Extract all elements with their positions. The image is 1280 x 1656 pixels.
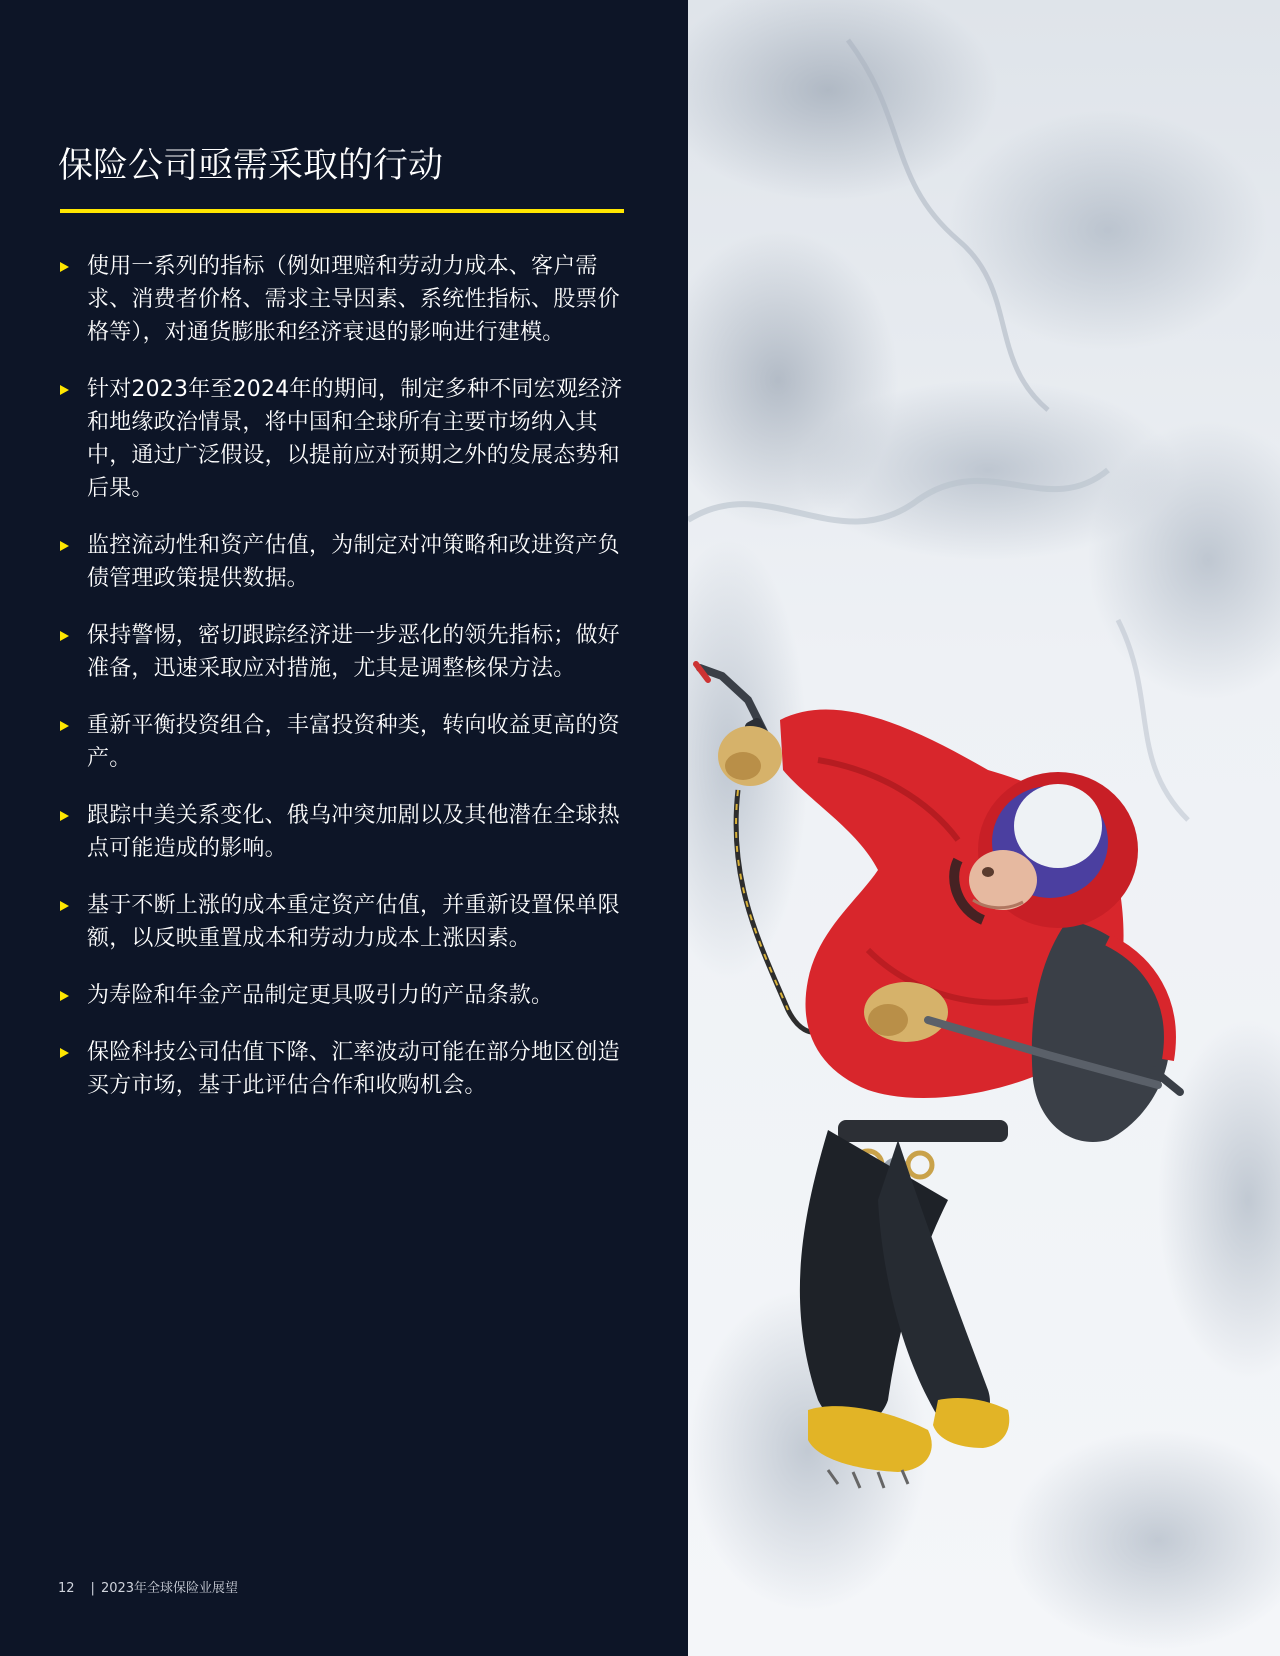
triangle-bullet-icon [60, 262, 69, 272]
page-title: 保险公司亟需采取的行动 [58, 146, 444, 186]
climber-photo [688, 0, 1280, 1656]
list-item-text: 监控流动性和资产估值，为制定对冲策略和改进资产负债管理政策提供数据。 [87, 533, 620, 591]
list-item-text: 基于不断上涨的成本重定资产估值，并重新设置保单限额，以反映重置成本和劳动力成本上涨因素。 [87, 893, 620, 951]
ice-climber-illustration [688, 0, 1280, 1656]
triangle-bullet-icon [60, 901, 69, 911]
list-item [58, 1036, 630, 1102]
list-item-text: 保险科技公司估值下降、汇率波动可能在部分地区创造买方市场，基于此评估合作和收购机会。 [87, 1040, 620, 1098]
list-item-text: 使用一系列的指标（例如理赔和劳动力成本、客户需求、消费者价格、需求主导因素、系统性指标、股票价格等），对通货膨胀和经济衰退的影响进行建模。 [87, 254, 620, 345]
list-item [58, 373, 630, 505]
list-item [58, 619, 630, 685]
list-item [58, 250, 630, 349]
list-item [58, 799, 630, 865]
list-item-text: 重新平衡投资组合，丰富投资种类，转向收益更高的资产。 [87, 713, 620, 771]
triangle-bullet-icon [60, 385, 69, 395]
list-item-text: 跟踪中美关系变化、俄乌冲突加剧以及其他潜在全球热点可能造成的影响。 [87, 803, 620, 861]
triangle-bullet-icon [60, 1048, 69, 1058]
triangle-bullet-icon [60, 721, 69, 731]
list-item [58, 529, 630, 595]
list-item [58, 979, 630, 1012]
footer-separator: | [90, 1581, 95, 1596]
triangle-bullet-icon [60, 541, 69, 551]
page-footer [58, 1580, 238, 1598]
triangle-bullet-icon [60, 991, 69, 1001]
action-list [58, 250, 630, 1126]
list-item [58, 889, 630, 955]
triangle-bullet-icon [60, 811, 69, 821]
publication-title: 2023年全球保险业展望 [100, 1581, 239, 1596]
triangle-bullet-icon [60, 631, 69, 641]
title-underline [60, 209, 624, 213]
list-item-text: 保持警惕，密切跟踪经济进一步恶化的领先指标；做好准备，迅速采取应对措施，尤其是调整核保方法。 [87, 623, 620, 681]
list-item [58, 709, 630, 775]
list-item-text: 针对2023年至2024年的期间，制定多种不同宏观经济和地缘政治情景，将中国和全球所有主要市场纳入其中，通过广泛假设，以提前应对预期之外的发展态势和后果。 [87, 377, 623, 501]
list-item-text: 为寿险和年金产品制定更具吸引力的产品条款。 [87, 983, 554, 1008]
page-number: 12 [58, 1581, 75, 1596]
